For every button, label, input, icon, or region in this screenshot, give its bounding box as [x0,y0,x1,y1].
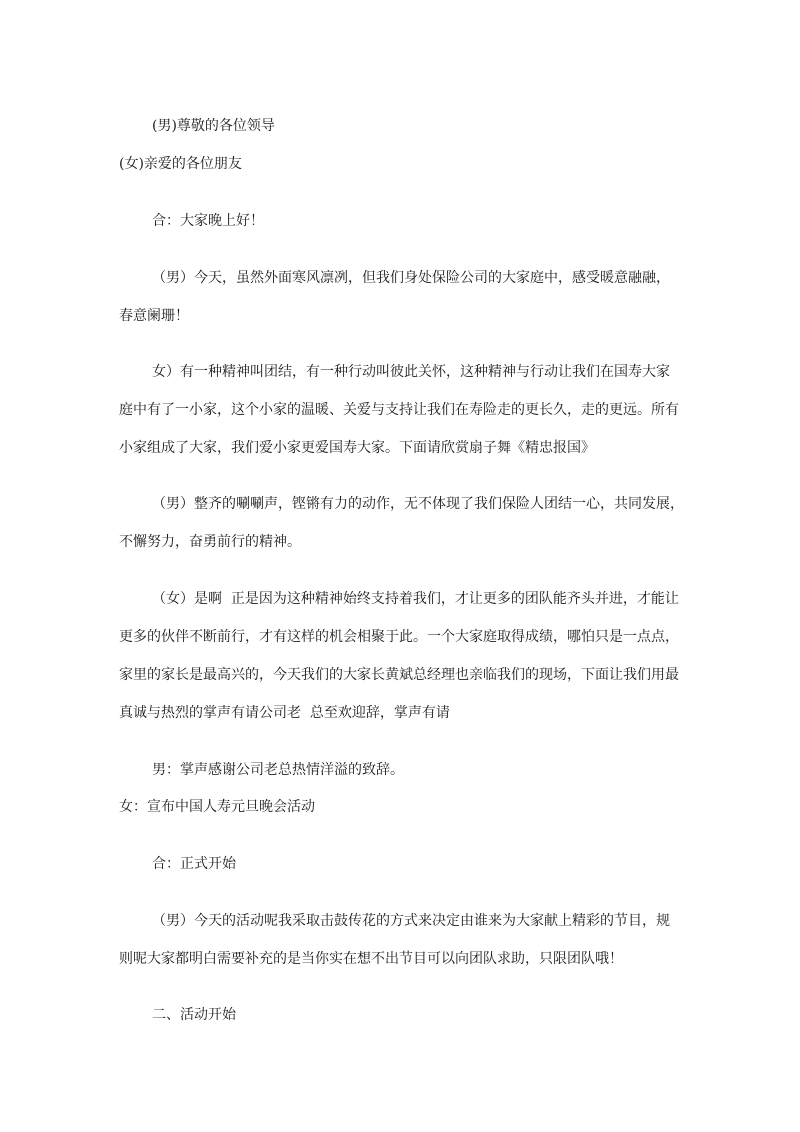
section-heading: 二、活动开始 [152,1007,236,1023]
paragraph-line: 庭中有了一小家，这个小家的温暖、关爱与支持让我们在寿险走的更长久，走的更远。所有 [119,402,679,418]
line-male-thanks: 男：掌声感谢公司老总热情洋溢的致辞。 [152,762,404,778]
paragraph-line: （男）今天，虽然外面寒风凛冽，但我们身处保险公司的大家庭中，感受暖意融融， [152,270,670,286]
paragraph-line: 家里的家长是最高兴的，今天我们的大家长黄斌总经理也亲临我们的现场，下面让我们用最 [119,667,679,683]
paragraph-line: （女）是啊 正是因为这种精神始终支持着我们，才让更多的团队能齐头并进，才能让 [152,591,679,607]
paragraph-line: 春意阑珊！ [119,308,189,324]
paragraph-line: 真诚与热烈的掌声有请公司老 总至欢迎辞，掌声有请 [119,705,450,721]
paragraph-line: （男）今天的活动呢我采取击鼓传花的方式来决定由谁来为大家献上精彩的节目，规 [152,913,670,929]
paragraph-line: 女）有一种精神叫团结，有一种行动叫彼此关怀，这种精神与行动让我们在国寿大家 [152,364,670,380]
line-female-announce: 女：宣布中国人寿元旦晚会活动 [119,799,315,815]
line-together-greeting: 合：大家晚上好！ [152,213,264,229]
line-male-greeting: (男)尊敬的各位领导 [152,118,275,134]
paragraph-line: 更多的伙伴不断前行，才有这样的机会相聚于此。一个大家庭取得成绩，哪怕只是一点点， [119,629,679,645]
line-together-start: 合：正式开始 [152,856,236,872]
paragraph-line: （男）整齐的唰唰声，铿锵有力的动作，无不体现了我们保险人团结一心，共同发展， [152,496,684,512]
line-female-greeting: (女)亲爱的各位朋友 [119,156,242,172]
paragraph-line: 则呢大家都明白需要补充的是当你实在想不出节目可以向团队求助，只限团队哦！ [119,951,623,967]
paragraph-line: 不懈努力，奋勇前行的精神。 [119,534,301,550]
paragraph-line: 小家组成了大家，我们爱小家更爱国寿大家。下面请欣赏扇子舞《精忠报国》 [119,440,595,456]
